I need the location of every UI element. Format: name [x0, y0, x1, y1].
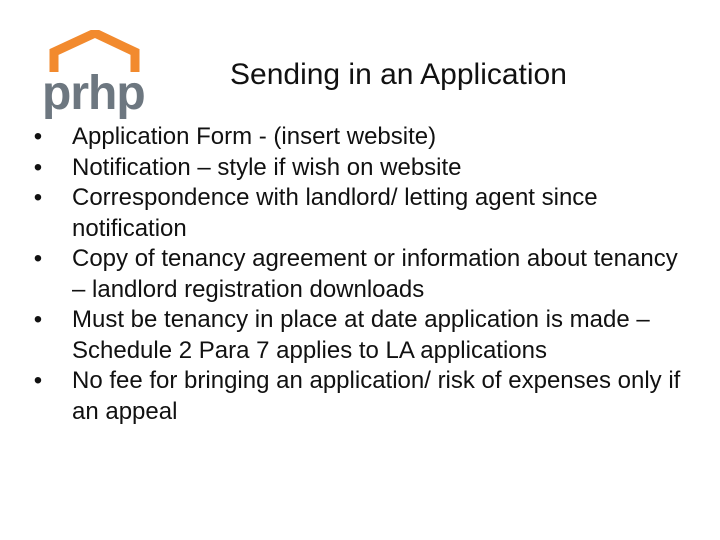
prhp-logo — [38, 30, 148, 122]
list-item — [0, 122, 720, 153]
list-item — [0, 244, 720, 305]
bullet-text: No fee for bringing an application/ risk of expenses only if an appeal — [72, 367, 681, 425]
bullet-list — [0, 122, 720, 427]
logo-wordmark: prhp — [42, 67, 145, 120]
bullet-marker: • — [33, 367, 43, 394]
list-item — [0, 305, 720, 366]
list-item — [0, 183, 720, 244]
bullet-text: Must be tenancy in place at date application is made – Schedule 2 Para 7 applies to LA applications — [72, 306, 650, 364]
slide-title: Sending in an Application — [230, 58, 567, 91]
list-item — [0, 153, 720, 184]
bullet-marker: • — [33, 184, 43, 211]
bullet-marker: • — [33, 123, 43, 150]
bullet-text: Correspondence with landlord/ letting agent since notification — [72, 184, 598, 242]
bullet-text: Notification – style if wish on website — [72, 153, 462, 181]
bullet-marker: • — [33, 153, 43, 181]
bullet-text: Application Form - (insert website) — [72, 123, 437, 150]
bullet-text: Copy of tenancy agreement or information about tenancy – landlord registration downloads — [72, 245, 678, 303]
list-item — [0, 366, 720, 427]
bullet-marker: • — [33, 306, 43, 333]
bullet-marker: • — [33, 245, 43, 272]
